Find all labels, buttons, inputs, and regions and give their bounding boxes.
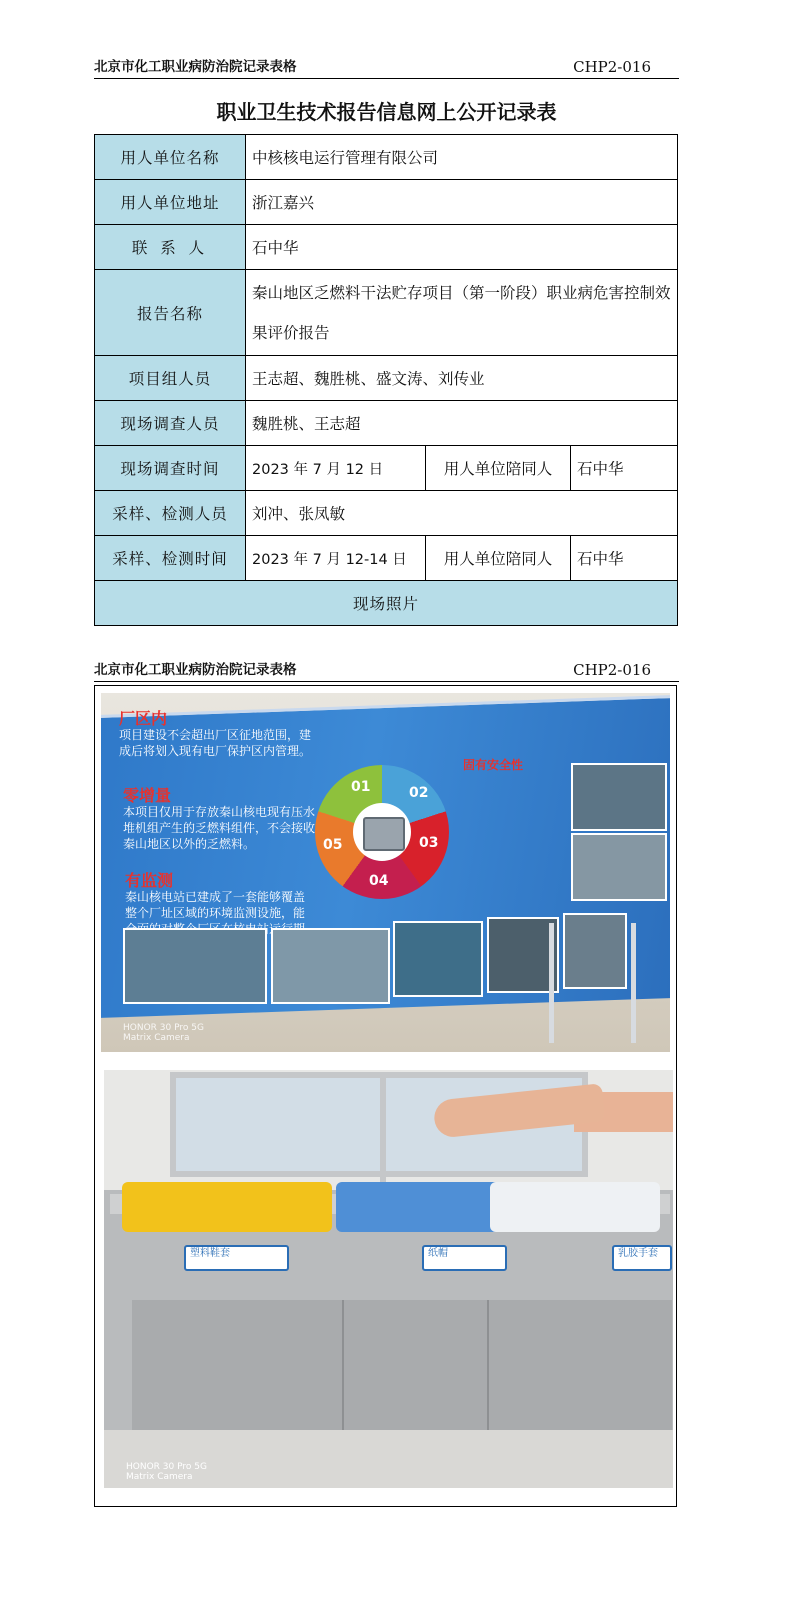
record-table xyxy=(94,134,678,626)
report-name-label: 报告名称 xyxy=(95,270,246,356)
banner-thumbnail-5 xyxy=(563,913,627,989)
sampling-time-label: 采样、检测时间 xyxy=(95,536,246,581)
row-site-investigators xyxy=(95,401,678,446)
wheel-number-2: 02 xyxy=(409,785,429,801)
photos-frame xyxy=(94,685,677,1507)
banner-section3-text: 秦山核电站已建成了一套能够覆盖整个厂址区域的环境监测设施，能 xyxy=(125,890,306,920)
accompany-value-1: 石中华 xyxy=(571,446,678,491)
yellow-shoe-covers xyxy=(122,1182,332,1232)
project-members-value: 王志超、魏胜桃、盛文涛、刘传业 xyxy=(246,356,678,401)
site-investigators-value: 魏胜桃、王志超 xyxy=(246,401,678,446)
row-report-name xyxy=(95,270,678,356)
watermark-line-1: HONOR 30 Pro 5G xyxy=(126,1462,207,1472)
banner-thumbnail-2 xyxy=(271,928,390,1004)
cap-label: 纸帽 xyxy=(422,1245,507,1271)
white-gloves xyxy=(490,1182,660,1232)
banner-thumbnail-1 xyxy=(123,928,267,1004)
banner-stand-2 xyxy=(631,923,636,1043)
banner-section2-text: 本项目仅用于存放秦山核电现有压水堆机组产生的乏燃料组件，不会接收秦山地区以外的乏燃料。 xyxy=(123,805,316,851)
banner-right-title: 固有安全性 xyxy=(463,758,524,772)
camera-watermark-1 xyxy=(123,1023,204,1043)
row-photos-heading xyxy=(95,581,678,626)
glove-label: 乳胶手套 xyxy=(612,1245,672,1271)
accompany-label-2: 用人单位陪同人 xyxy=(426,536,571,581)
row-site-investigation-time xyxy=(95,446,678,491)
page-header xyxy=(94,56,679,79)
employer-name-value: 中核核电运行管理有限公司 xyxy=(246,135,678,180)
banner-section2-title: 零增量 xyxy=(123,786,172,805)
site-photo-ppe-cabinet xyxy=(104,1070,673,1488)
watermark-line-2: Matrix Camera xyxy=(126,1472,193,1482)
site-investigation-time-label: 现场调查时间 xyxy=(95,446,246,491)
banner-section3-title: 有监测 xyxy=(125,871,174,890)
photos-heading: 现场照片 xyxy=(95,581,678,626)
contact-value: 石中华 xyxy=(246,225,678,270)
banner-stand xyxy=(549,923,554,1043)
contact-label: 联 系 人 xyxy=(95,225,246,270)
banner-section1-text: 项目建设不会超出厂区征地范围，建成后将划入现有电厂保护区内管理。 xyxy=(119,728,312,758)
sampling-time-value: 2023 年 7 月 12-14 日 xyxy=(246,536,426,581)
form-code: CHP2-016 xyxy=(573,58,651,76)
cabinet-doors xyxy=(132,1300,672,1430)
row-employer-name xyxy=(95,135,678,180)
organization-name: 北京市化工职业病防治院记录表格 xyxy=(94,59,297,75)
row-project-members xyxy=(95,356,678,401)
sampling-staff-value: 刘冲、张凤敏 xyxy=(246,491,678,536)
banner-section1-title: 厂区内 xyxy=(119,709,168,728)
sampling-staff-label: 采样、检测人员 xyxy=(95,491,246,536)
document-title: 职业卫生技术报告信息网上公开记录表 xyxy=(216,100,557,124)
banner-thumbnail-6 xyxy=(571,763,667,831)
wheel-number-5: 05 xyxy=(323,837,343,853)
row-contact xyxy=(95,225,678,270)
row-sampling-staff xyxy=(95,491,678,536)
banner-wheel-graphic xyxy=(315,765,449,899)
camera-watermark-2 xyxy=(126,1462,207,1482)
employer-address-value: 浙江嘉兴 xyxy=(246,180,678,225)
employer-address-label: 用人单位地址 xyxy=(95,180,246,225)
site-photo-banner xyxy=(101,693,670,1052)
organization-name-2: 北京市化工职业病防治院记录表格 xyxy=(94,662,297,678)
employer-name-label: 用人单位名称 xyxy=(95,135,246,180)
accompany-label-1: 用人单位陪同人 xyxy=(426,446,571,491)
form-code-2: CHP2-016 xyxy=(573,661,651,679)
project-members-label: 项目组人员 xyxy=(95,356,246,401)
watermark-line-2: Matrix Camera xyxy=(123,1033,190,1043)
page-header-2 xyxy=(94,659,679,682)
storage-cask-icon xyxy=(363,817,405,851)
row-employer-address xyxy=(95,180,678,225)
site-investigation-time-value: 2023 年 7 月 12 日 xyxy=(246,446,426,491)
row-sampling-time xyxy=(95,536,678,581)
shoe-cover-label: 塑料鞋套 xyxy=(184,1245,289,1271)
watermark-line-1: HONOR 30 Pro 5G xyxy=(123,1023,204,1033)
wheel-number-1: 01 xyxy=(351,779,371,795)
accompany-value-2: 石中华 xyxy=(571,536,678,581)
wheel-number-3: 03 xyxy=(419,835,439,851)
blue-caps xyxy=(336,1182,506,1232)
wheel-number-4: 04 xyxy=(369,873,389,889)
site-investigators-label: 现场调查人员 xyxy=(95,401,246,446)
banner-thumbnail-7 xyxy=(571,833,667,901)
banner-thumbnail-3 xyxy=(393,921,483,997)
report-name-value: 秦山地区乏燃料干法贮存项目（第一阶段）职业病危害控制效果评价报告 xyxy=(246,270,678,356)
